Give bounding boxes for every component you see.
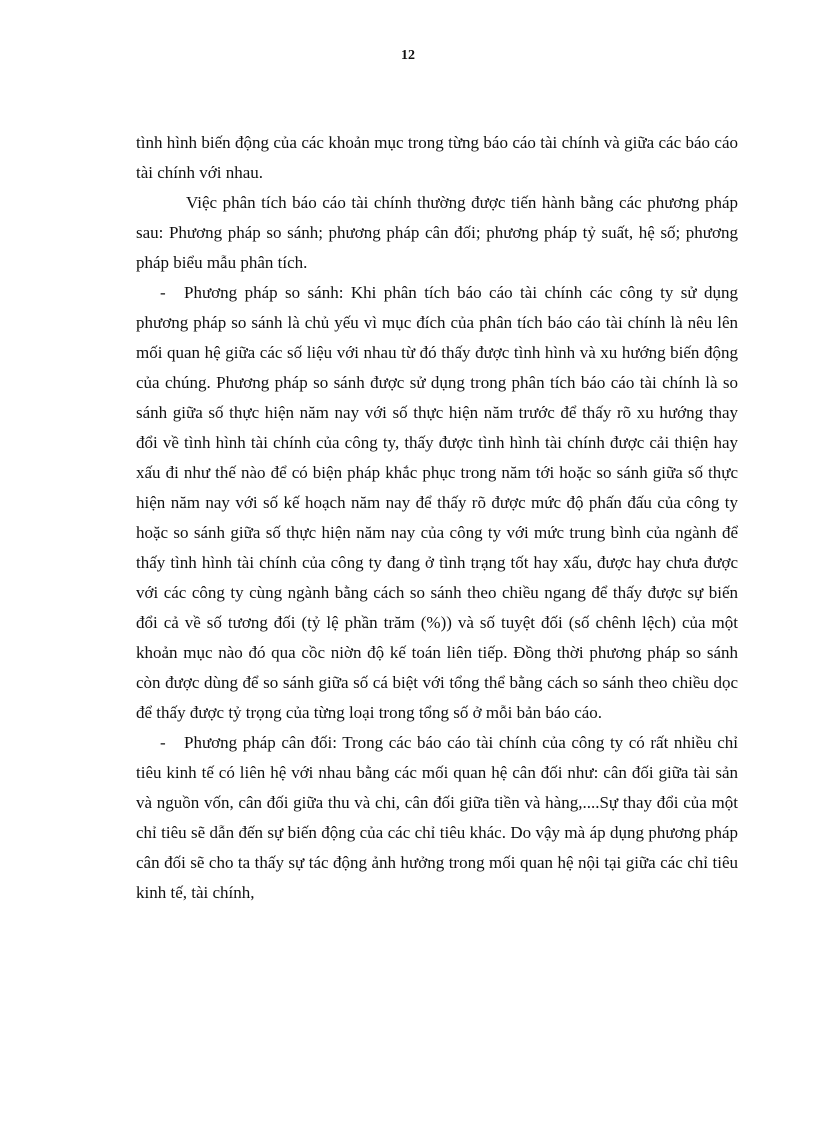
paragraph-methods-intro: Việc phân tích báo cáo tài chính thường được tiến hành bằng các phương pháp sau: Phương pháp so sánh; phương pháp cân đối; phương pháp tỷ suất, hệ số; phương pháp biểu mẫu phân tích. bbox=[136, 193, 738, 272]
document-body bbox=[136, 128, 738, 908]
paragraph-comparison-method bbox=[136, 278, 738, 728]
paragraph-comparison-text: Phương pháp so sánh: Khi phân tích báo cáo tài chính các công ty sử dụng phương pháp so sánh là chủ yếu vì mục đích của phân tích báo cáo tài chính là nêu lên mối quan hệ giữa các số liệu với nhau từ đó thấy được tình hình và xu hướng biến động của chúng. Phương pháp so sánh được sử dụng trong phân tích báo cáo tài chính là so sánh giữa số thực hiện năm nay với số thực hiện năm trước để thấy rõ xu hướng thay đổi về tình hình tài chính của công ty, thấy được tình hình tài chính được cải thiện hay xấu đi như thế nào để có biện pháp khắc phục trong năm tới hoặc so sánh giữa số thực hiện năm nay với số kế hoạch năm nay để thấy rõ được mức độ phấn đấu của công ty hoặc so sánh giữa số thực hiện năm nay của công ty với mức trung bình của ngành để thấy tình hình tài chính của công ty đang ở tình trạng tốt hay xấu, được hay chưa được với các công ty cùng ngành bằng cách so sánh theo chiều ngang để thấy được sự biến đổi cả về số tương đối (tỷ lệ phần trăm (%)) và số tuyệt đối (số chênh lệch) của một khoản mục nào đó qua cồc niờn độ kế toán liên tiếp. Đồng thời phương pháp so sánh còn được dùng để so sánh giữa số cá biệt với tổng thể bằng cách so sánh theo chiều dọc để thấy được tỷ trọng của từng loại trong tổng số ở mỗi bản báo cáo. bbox=[136, 283, 738, 722]
paragraph-balance-method bbox=[136, 728, 738, 908]
paragraph-balance-text: Phương pháp cân đối: Trong các báo cáo tài chính của công ty có rất nhiều chỉ tiêu kinh tế có liên hệ với nhau bằng các mối quan hệ cân đối như: cân đối giữa tài sản và nguồn vốn, cân đối giữa thu và chi, cân đối giữa tiền và hàng,....Sự thay đổi của một chỉ tiêu sẽ dẫn đến sự biến động của các chỉ tiêu khác. Do vậy mà áp dụng phương pháp cân đối sẽ cho ta thấy sự tác động ảnh hưởng trong mối quan hệ nội tại giữa các chỉ tiêu kinh tế, tài chính, bbox=[136, 733, 738, 902]
bullet-dash: - bbox=[160, 283, 166, 302]
paragraph-continuation: tình hình biến động của các khoản mục trong từng báo cáo tài chính và giữa các báo cáo tài chính với nhau. bbox=[136, 133, 738, 182]
bullet-dash: - bbox=[160, 733, 166, 752]
page-number: 12 bbox=[401, 48, 415, 63]
